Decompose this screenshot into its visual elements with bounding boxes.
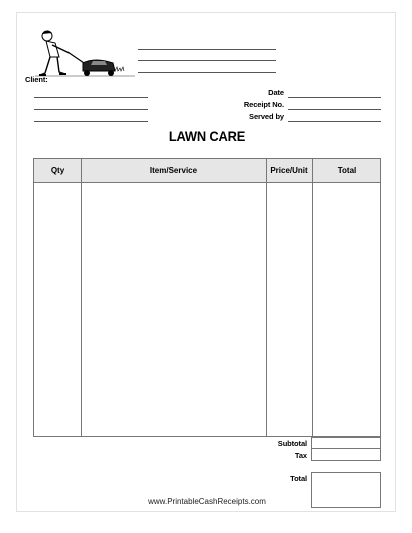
lawn-mower-man-icon bbox=[35, 27, 135, 79]
table-header bbox=[34, 159, 380, 183]
address-line-2[interactable] bbox=[138, 60, 276, 61]
price-column-body[interactable] bbox=[267, 183, 312, 436]
receipt-number-line[interactable] bbox=[288, 109, 381, 110]
receipt-number-label: Receipt No. bbox=[243, 100, 284, 109]
served-by-line[interactable] bbox=[288, 121, 381, 122]
header-item-service: Item/Service bbox=[149, 166, 198, 175]
date-label: Date bbox=[268, 88, 284, 97]
header-total: Total bbox=[337, 166, 357, 175]
total-column-body[interactable] bbox=[313, 183, 382, 436]
header-qty: Qty bbox=[50, 166, 65, 175]
subtotal-box[interactable] bbox=[311, 437, 381, 449]
subtotal-label: Subtotal bbox=[277, 439, 307, 448]
tax-box[interactable] bbox=[311, 449, 381, 461]
receipt-page bbox=[16, 12, 396, 512]
address-line-1[interactable] bbox=[138, 49, 276, 50]
client-line-3[interactable] bbox=[34, 121, 148, 122]
footer-website: www.PrintableCashReceipts.com bbox=[148, 497, 266, 506]
qty-column-body[interactable] bbox=[34, 183, 81, 436]
total-label: Total bbox=[290, 474, 307, 483]
client-label: Client: bbox=[25, 75, 48, 84]
tax-label: Tax bbox=[294, 451, 307, 460]
date-line[interactable] bbox=[288, 97, 381, 98]
page-title: LAWN CARE bbox=[168, 128, 246, 144]
header-price-unit: Price/Unit bbox=[270, 166, 308, 175]
client-line-1[interactable] bbox=[34, 97, 148, 98]
served-by-label: Served by bbox=[249, 112, 284, 121]
items-table bbox=[33, 158, 381, 437]
item-column-body[interactable] bbox=[82, 183, 266, 436]
client-line-2[interactable] bbox=[34, 109, 148, 110]
address-line-3[interactable] bbox=[138, 72, 276, 73]
